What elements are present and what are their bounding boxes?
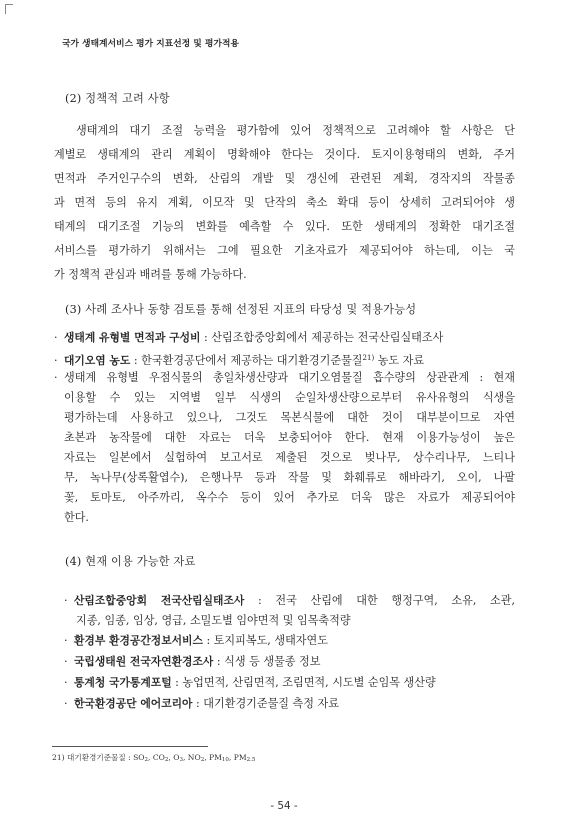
list-item-text: 농도 자료 <box>374 354 425 367</box>
list-item-continuation: 이용할 수 있는 지역별 일부 식생의 순일차생산량으로부터 유사유형의 식생을 <box>64 391 515 404</box>
list-item-text: : 전국 산림에 대한 행정구역, 소유, 소관, <box>244 594 515 607</box>
bullet-icon: · <box>64 634 68 647</box>
paragraph-line: 면적과 주거인구수의 변화, 산림의 개발 및 갱신에 관련된 계획, 경작지의 작물종 <box>54 172 515 185</box>
subscript: 2.5 <box>246 757 256 763</box>
running-header: 국가 생태계서비스 평가 지표선정 및 평가적용 <box>62 39 239 49</box>
footnote-text: , PM <box>204 753 222 762</box>
footnote-text: , NO <box>182 753 201 762</box>
list-item-text: : 토지피복도, 생태자연도 <box>202 634 328 647</box>
list-item-term: 국립생태원 전국자연환경조사 <box>74 655 214 668</box>
section-heading-validity: (3) 사례 조사나 동향 검토를 통해 선정된 지표의 타당성 및 적용가능성 <box>65 303 417 316</box>
list-item-term: 산림조합중앙회 전국산림실태조사 <box>74 594 245 607</box>
footnote-text: 21) 대기환경기준물질 : SO <box>52 753 145 762</box>
bullet-icon: · <box>64 655 68 668</box>
list-item-text: : 농업면적, 산림면적, 조림면적, 시도별 순임목 생산량 <box>171 676 436 689</box>
section-heading-policy: (2) 정책적 고려 사항 <box>65 92 170 105</box>
list-item <box>64 655 320 669</box>
list-item-continuation: 꽃, 토마토, 아주까리, 옥수수 등이 있어 추가로 더욱 많은 자료가 제공되어야 <box>64 491 515 504</box>
paragraph-line: 태계의 대기조절 기능의 변화를 예측할 수 있다. 또한 생태계의 정확한 대기조절 <box>54 220 515 233</box>
list-item-continuation: 지종, 임종, 임상, 영급, 소밀도별 임야면적 및 임목축적량 <box>76 614 351 627</box>
list-item-term: 통계청 국가통계포털 <box>74 676 172 689</box>
subscript: 3 <box>179 757 183 763</box>
list-item-continuation: 자료는 일본에서 실험하여 보고서로 제출된 것으로 벚나무, 상수리나무, 느티나 <box>64 451 515 464</box>
bullet-icon: · <box>54 371 58 384</box>
paragraph-line: 서비스를 평가하기 위해서는 그에 필요한 기초자료가 제공되어야 하는데, 이는 국 <box>54 244 515 257</box>
list-item-continuation: 평가하는데 사용하고 있으나, 그것도 목본식물에 대한 것이 대부분이므로 자연 <box>64 411 515 424</box>
bullet-icon: · <box>54 354 58 367</box>
footnote-text: , O <box>168 753 180 762</box>
list-item-term: 환경부 환경공간정보서비스 <box>74 634 203 647</box>
list-item-term: 생태계 유형별 면적과 구성비 <box>64 331 201 344</box>
list-item-continuation: 무, 녹나무(상록활엽수), 은행나무 등과 작물 및 화훼류로 해바라기, 오이, 나팔 <box>64 471 515 484</box>
list-item <box>64 676 436 690</box>
list-item-continuation: 초본과 농작물에 대한 자료는 더욱 보충되어야 한다. 현재 이용가능성이 높은 <box>64 431 515 444</box>
corner-crop-mark <box>5 4 13 14</box>
list-item-text: : 산림조합중앙회에서 제공하는 전국산림실태조사 <box>200 331 444 344</box>
list-item <box>64 594 515 608</box>
subscript: 2 <box>200 757 205 763</box>
bullet-icon: · <box>54 331 58 344</box>
list-item-text: : 식생 등 생물종 정보 <box>213 655 321 668</box>
list-item <box>54 371 515 385</box>
subscript: 2 <box>164 757 169 763</box>
list-item <box>54 331 443 345</box>
paragraph-line: 계별로 생태계의 관리 계획이 명확해야 한다는 것이다. 토지이용형태의 변화, 주거 <box>54 148 515 161</box>
list-item-text: : 한국환경공단에서 제공하는 대기환경기준물질 <box>130 354 363 367</box>
footnote-text: , CO <box>148 753 165 762</box>
bullet-icon: · <box>64 676 68 689</box>
list-item <box>54 351 424 368</box>
list-item-text: 생태계 유형별 우점식물의 총일차생산량과 대기오염물질 흡수량의 상관관계 : 현재 <box>64 371 515 384</box>
list-item <box>64 697 339 711</box>
paragraph-line: 생태계의 대기 조절 능력을 평가함에 있어 정책적으로 고려해야 할 사항은 단 <box>76 124 515 137</box>
subscript: 2 <box>144 757 149 763</box>
footnote <box>52 752 255 763</box>
list-item-term: 한국환경공단 에어코리아 <box>74 697 193 710</box>
list-item-term: 대기오염 농도 <box>64 354 131 367</box>
paragraph-line: 과 면적 등의 유지 계획, 이모작 및 단작의 축소 확대 등이 상세히 고려되어야 생 <box>54 196 515 209</box>
list-item <box>64 634 328 648</box>
list-item-text: : 대기환경기준물질 측정 자료 <box>192 697 339 710</box>
bullet-icon: · <box>64 594 68 607</box>
footnote-divider <box>52 746 208 747</box>
list-item-continuation: 한다. <box>64 511 89 524</box>
footnote-ref[interactable]: 21) <box>362 354 375 362</box>
subscript: 10 <box>221 757 229 763</box>
page-number: - 54 - <box>270 800 298 812</box>
bullet-icon: · <box>64 697 68 710</box>
footnote-text: , PM <box>228 753 247 762</box>
section-heading-available-data: (4) 현재 이용 가능한 자료 <box>65 555 196 568</box>
paragraph-line: 가 정책적 관심과 배려를 통해 가능하다. <box>54 268 247 281</box>
